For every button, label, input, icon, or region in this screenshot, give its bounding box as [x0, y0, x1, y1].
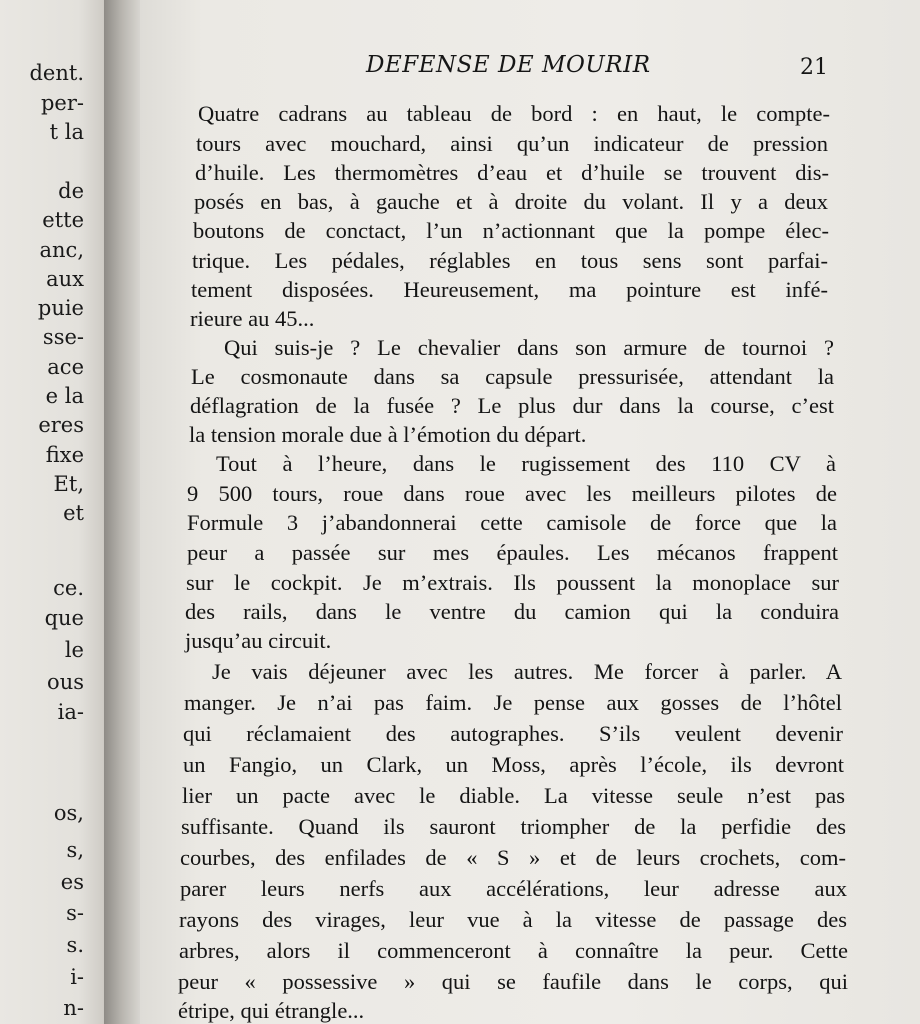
left-page-fragment: os,: [53, 801, 84, 825]
text-line: tement disposées. Heureusement, ma pointure est infé-: [191, 277, 828, 302]
left-page-fragment: i-: [70, 965, 84, 989]
book-page: [140, 0, 920, 1024]
text-line: déflagration de la fusée ? Le plus dur dans la course, c’est: [190, 393, 834, 418]
text-line: Qui suis-je ? Le chevalier dans son armure de tournoi ?: [224, 335, 834, 360]
text-line: Formule 3 j’abandonnerai cette camisole de force que la: [187, 510, 837, 535]
text-line: Quatre cadrans au tableau de bord : en haut, le compte-: [198, 101, 830, 126]
text-line: étripe, qui étrangle...: [178, 998, 365, 1023]
left-page-fragment: puie: [37, 296, 84, 320]
left-page-fragment: ia-: [57, 700, 84, 724]
left-page-fragment: Et,: [53, 472, 84, 496]
left-page-fragment: que: [44, 606, 84, 630]
left-page-fragment: et: [63, 501, 84, 525]
left-page-fragment: ace: [47, 355, 84, 379]
left-page-fragment: fixe: [45, 443, 84, 467]
text-line: peur a passée sur mes épaules. Les mécanos frappent: [187, 540, 838, 565]
left-page-fragment: n-: [63, 996, 84, 1020]
left-page-fragment: t la: [49, 120, 84, 144]
text-line: rieure au 45...: [190, 306, 315, 331]
text-line: posés en bas, à gauche et à droite du volant. Il y a deux: [194, 189, 828, 214]
text-line: tours avec mouchard, ainsi qu’un indicateur de pression: [196, 131, 828, 156]
left-page-fragment: e la: [45, 384, 84, 408]
left-page-fragment: ce.: [53, 576, 84, 600]
text-line: boutons de conctact, l’un n’actionnant que la pompe élec-: [193, 218, 829, 243]
text-line: la tension morale due à l’émotion du départ.: [189, 422, 587, 447]
text-line: Tout à l’heure, dans le rugissement des 110 CV à: [216, 451, 836, 476]
left-page-fragment: ette: [42, 208, 84, 232]
left-page-fragment: s.: [66, 933, 84, 957]
left-page-fragment: aux: [46, 267, 84, 291]
text-line: peur « possessive » qui se faufile dans le corps, qui: [178, 969, 848, 994]
text-line: Le cosmonaute dans sa capsule pressurisée, attendant la: [191, 364, 834, 389]
text-line: jusqu’au circuit.: [185, 628, 332, 653]
left-page-fragment: s,: [66, 838, 84, 862]
text-line: d’huile. Les thermomètres d’eau et d’huile se trouvent dis-: [195, 160, 829, 185]
text-line: sur le cockpit. Je m’extrais. Ils poussent la monoplace sur: [186, 570, 839, 595]
running-head: DEFENSE DE MOURIR: [366, 52, 651, 78]
text-line: manger. Je n’ai pas faim. Je pense aux gosses de l’hôtel: [184, 690, 842, 715]
left-page-fragment: es: [60, 870, 84, 894]
text-line: un Fangio, un Clark, un Moss, après l’école, ils devront: [183, 752, 844, 777]
text-line: rayons des virages, leur vue à la vitesse de passage des: [179, 907, 847, 932]
left-page-fragment: ous: [47, 670, 84, 694]
left-page-fragment: sse-: [42, 325, 84, 349]
left-page-fragment: per-: [40, 91, 84, 115]
page-number: 21: [800, 55, 828, 80]
text-line: des rails, dans le ventre du camion qui la conduira: [185, 599, 839, 624]
text-line: parer leurs nerfs aux accélérations, leur adresse aux: [180, 876, 847, 901]
text-line: lier un pacte avec le diable. La vitesse seule n’est pas: [182, 783, 845, 808]
left-page-fragment: anc,: [39, 238, 84, 262]
text-line: trique. Les pédales, réglables en tous sens sont parfai-: [192, 248, 828, 273]
text-line: courbes, des enfilades de « S » et de leurs crochets, com-: [180, 845, 846, 870]
left-page-fragment: eres: [38, 413, 84, 437]
left-page-fragment: de: [58, 179, 84, 203]
text-line: qui réclamaient des autographes. S’ils veulent devenir: [183, 721, 843, 746]
left-page-fragment: s-: [66, 901, 84, 925]
left-page-fragment: dent.: [29, 61, 84, 85]
text-line: Je vais déjeuner avec les autres. Me forcer à parler. A: [212, 659, 842, 684]
left-page-fragment: le: [64, 638, 84, 662]
left-facing-page: [0, 0, 112, 1024]
text-line: arbres, alors il commenceront à connaître la peur. Cette: [179, 938, 848, 963]
text-line: suffisante. Quand ils sauront triompher de la perfidie des: [181, 814, 846, 839]
text-line: 9 500 tours, roue dans roue avec les meilleurs pilotes de: [187, 481, 837, 506]
